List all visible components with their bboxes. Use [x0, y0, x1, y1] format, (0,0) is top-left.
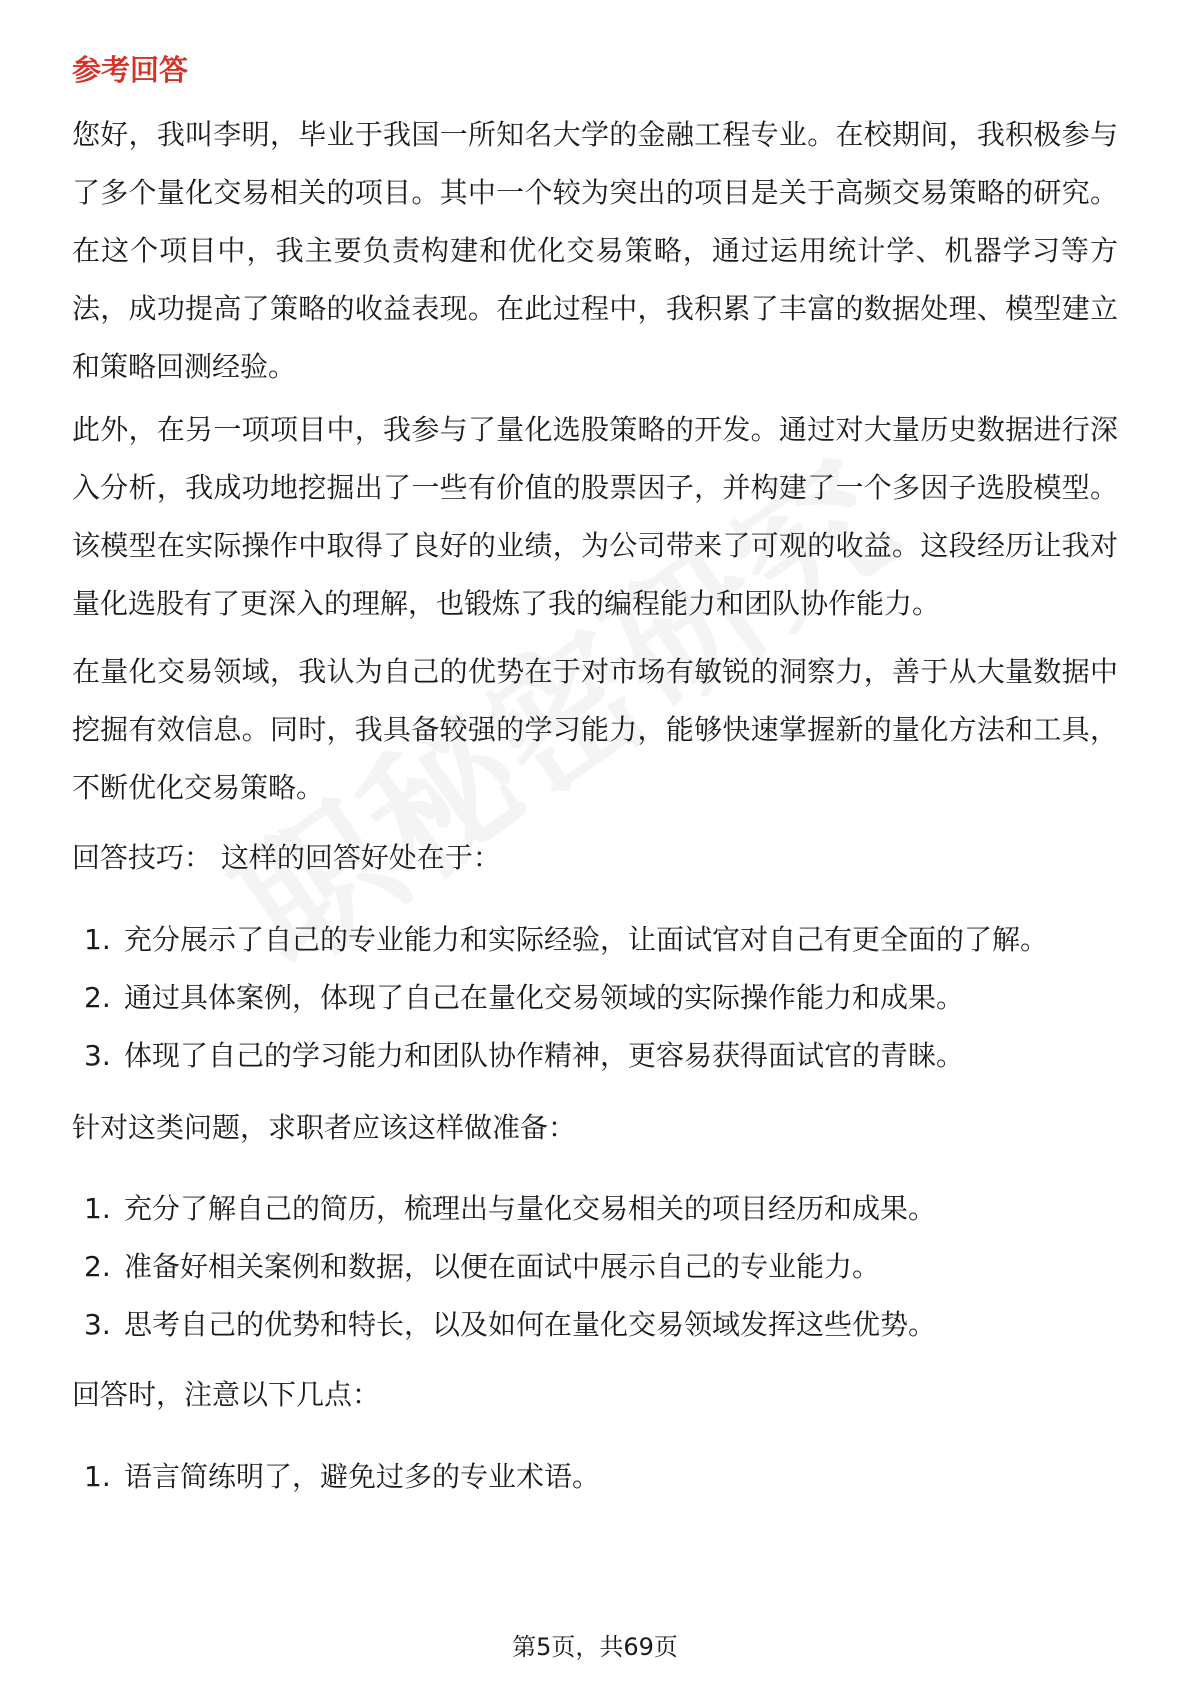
tips-list	[84, 911, 1048, 1085]
paragraph-3: 在量化交易领域，我认为自己的优势在于对市场有敏锐的洞察力，善于从大量数据中挖掘有效信息。同时，我具备较强的学习能力，能够快速掌握新的量化方法和工具，不断优化交易策略。	[72, 655, 1118, 804]
list-item-text: 体现了自己的学习能力和团队协作精神，更容易获得面试官的青睐。	[124, 1039, 965, 1072]
prep-label: 针对这类问题，求职者应该这样做准备：	[72, 1111, 577, 1144]
list-number: 1.	[84, 1460, 111, 1493]
list-item	[84, 969, 1048, 1027]
list-number: 2.	[84, 1250, 111, 1283]
section-title: 参考回答	[72, 53, 189, 87]
list-number: 2.	[84, 981, 111, 1014]
list-item-text: 通过具体案例，体现了自己在量化交易领域的实际操作能力和成果。	[124, 981, 965, 1014]
list-item-text: 思考自己的优势和特长，以及如何在量化交易领域发挥这些优势。	[124, 1308, 937, 1341]
list-number: 1.	[84, 1192, 111, 1225]
page-footer: 第5页，共69页	[512, 1633, 678, 1661]
list-item-text: 语言简练明了，避免过多的专业术语。	[124, 1460, 601, 1493]
list-item	[84, 1180, 936, 1238]
list-number: 1.	[84, 923, 111, 956]
list-item	[84, 1448, 600, 1506]
prep-list	[84, 1180, 936, 1354]
list-number: 3.	[84, 1308, 111, 1341]
paragraph-2: 此外，在另一项项目中，我参与了量化选股策略的开发。通过对大量历史数据进行深入分析，我成功地挖掘出了一些有价值的股票因子，并构建了一个多因子选股模型。该模型在实际操作中取得了良好的业绩，为公司带来了可观的收益。这段经历让我对量化选股有了更深入的理解，也锻炼了我的编程能力和团队协作能力。	[72, 413, 1118, 620]
tips-label: 回答技巧： 这样的回答好处在于：	[72, 841, 501, 874]
list-item	[84, 911, 1048, 969]
list-item-text: 充分展示了自己的专业能力和实际经验，让面试官对自己有更全面的了解。	[124, 923, 1049, 956]
list-item	[84, 1296, 936, 1354]
list-number: 3.	[84, 1039, 111, 1072]
list-item-text: 准备好相关案例和数据，以便在面试中展示自己的专业能力。	[124, 1250, 881, 1283]
list-item-text: 充分了解自己的简历，梳理出与量化交易相关的项目经历和成果。	[124, 1192, 937, 1225]
paragraph-1: 您好，我叫李明，毕业于我国一所知名大学的金融工程专业。在校期间，我积极参与了多个量化交易相关的项目。其中一个较为突出的项目是关于高频交易策略的研究。在这个项目中，我主要负责构建和优化交易策略，通过运用统计学、机器学习等方法，成功提高了策略的收益表现。在此过程中，我积累了丰富的数据处理、模型建立和策略回测经验。	[72, 118, 1118, 383]
notes-list	[84, 1448, 600, 1506]
notes-label: 回答时，注意以下几点：	[72, 1378, 381, 1411]
list-item	[84, 1027, 1048, 1085]
list-item	[84, 1238, 936, 1296]
